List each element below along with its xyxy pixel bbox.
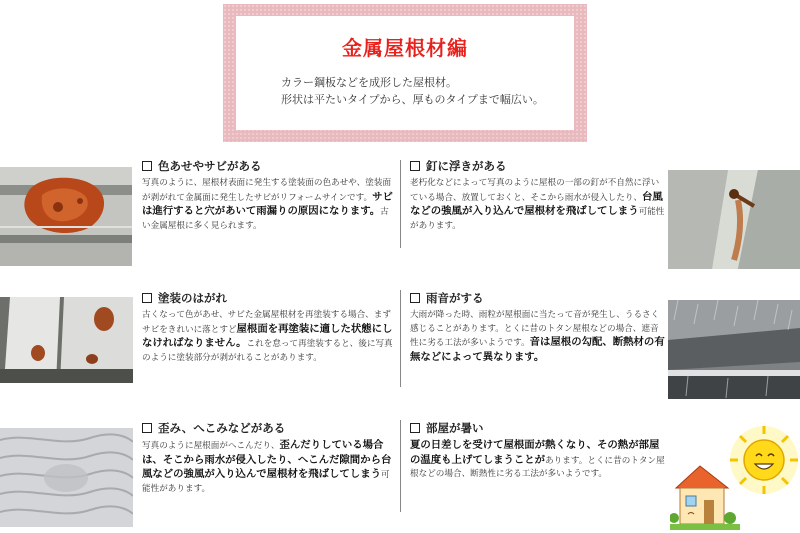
section-nail-lift (410, 158, 665, 233)
header-panel (236, 16, 574, 130)
section-title: 釘に浮きがある (410, 158, 665, 174)
checkbox-icon (142, 161, 152, 171)
section-body: 夏の日差しを受けて屋根面が熱くなり、その熱が部屋の温度も上げてしまうことがあります。とくに昔のトタン屋根などの場合、断熱性に劣る工法が多いようです。 (410, 439, 665, 480)
divider-2 (400, 290, 401, 387)
section-body: 古くなって色があせ、サビた金属屋根材を再塗装する場合、まずサビをきれいに落とすど屋根面を再塗装に適した状態にしなければなりません。これを怠って再塗装すると、後に写真のように塗装部分が剥がれることがあります。 (142, 310, 393, 363)
section-title: 雨音がする (410, 290, 665, 306)
section-title: 部屋が暑い (410, 420, 665, 436)
divider-1 (400, 160, 401, 248)
section-fading-rust (142, 158, 397, 233)
section-distortion (142, 420, 397, 496)
checkbox-icon (410, 423, 420, 433)
page-title: 金属屋根材編 (342, 36, 468, 60)
checkbox-icon (142, 423, 152, 433)
intro-text (281, 74, 544, 108)
illustration-sun-house (670, 422, 800, 533)
section-hot-room (410, 420, 665, 482)
section-body: 老朽化などによって写真のように屋根の一部の釘が不自然に浮いている場合、放置しておくと、そこから雨水が侵入したり、台風などの強風が入り込んで屋根材を飛ばしてしまう可能性があります。 (410, 178, 665, 231)
checkbox-icon (410, 293, 420, 303)
photo-dent (0, 428, 133, 527)
photo-peeling (0, 297, 133, 383)
intro-line-2: 形状は平たいタイプから、厚ものタイプまで幅広い。 (281, 93, 544, 106)
checkbox-icon (142, 293, 152, 303)
section-body: 大雨が降った時、雨粒が屋根面に当たって音が発生し、うるさく感じることがあります。とくに昔のトタン屋根などの場合、遮音性に劣る工法が多いようです。音は屋根の勾配、断熱材の有無などによって異なります。 (410, 310, 665, 363)
photo-nail (668, 170, 800, 269)
photo-rain (668, 300, 800, 399)
checkbox-icon (410, 161, 420, 171)
header-frame (223, 4, 587, 142)
section-rain-noise (410, 290, 665, 365)
intro-line-1: カラー鋼板などを成形した屋根材。 (281, 76, 457, 89)
section-body: 写真のように、屋根材表面に発生する塗装面の色あせや、塗装面が剥がれて金属面に発生したサビがリフォームサインです。サビは進行すると穴があいて雨漏りの原因になります。古い金属屋根に多く見られます。 (142, 178, 393, 231)
section-paint-peeling (142, 290, 397, 365)
section-title: 塗装のはがれ (142, 290, 397, 306)
photo-rust (0, 167, 132, 266)
section-title: 歪み、へこみなどがある (142, 420, 397, 436)
divider-3 (400, 420, 401, 512)
section-title: 色あせやサビがある (142, 158, 397, 174)
section-body: 写真のように屋根面がへこんだり、歪んだりしている場合は、そこから雨水が侵入したり、へこんだ隙間から台風などの強風が入り込んで屋根材を飛ばしてしまう可能性があります。 (142, 439, 392, 494)
